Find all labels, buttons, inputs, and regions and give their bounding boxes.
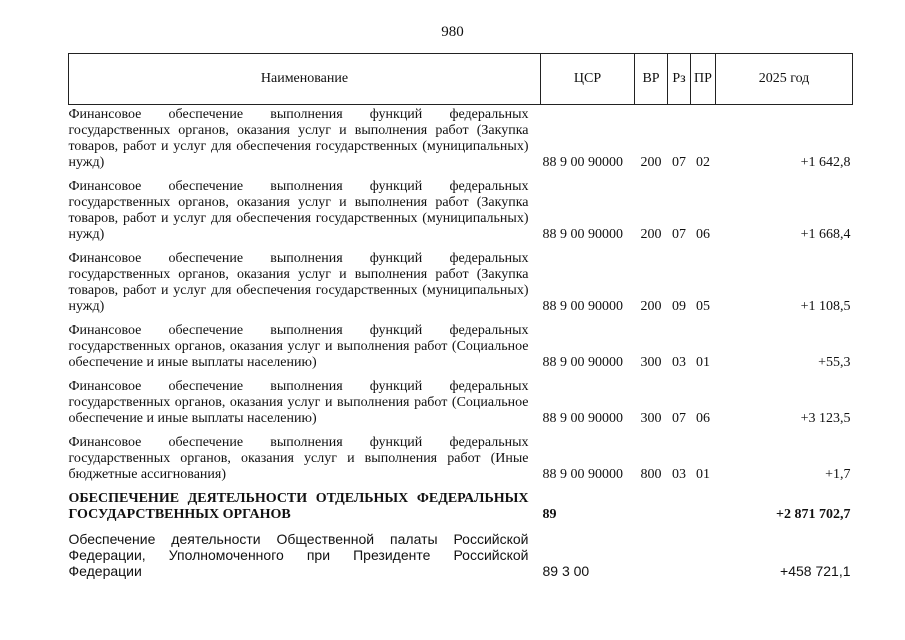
row-pr: 01 xyxy=(696,355,710,370)
row-vr: 200 xyxy=(640,155,662,170)
row-csr: 88 9 00 90000 xyxy=(542,355,623,370)
header-pr: ПР xyxy=(691,54,716,105)
header-rz: Рз xyxy=(668,54,691,105)
row-amount: +1 642,8 xyxy=(800,155,851,170)
row-pr: 06 xyxy=(696,411,710,426)
table-row xyxy=(69,433,853,489)
table-row xyxy=(69,321,853,377)
row-csr: 88 9 00 90000 xyxy=(542,299,623,314)
row-csr: 89 xyxy=(542,507,557,522)
row-amount: +1 668,4 xyxy=(800,227,851,242)
row-vr: 300 xyxy=(640,355,662,370)
row-vr xyxy=(635,529,668,585)
row-csr: 88 9 00 90000 xyxy=(542,227,623,242)
table-row xyxy=(69,529,853,585)
row-name: Финансовое обеспечение выполнения функций федеральных государственных органов, оказания услуг и выполнения работ (Социальное обеспечение и иные выплаты населению) xyxy=(68,323,529,370)
table-row xyxy=(69,377,853,433)
table-row xyxy=(69,249,853,321)
row-name: Финансовое обеспечение выполнения функций федеральных государственных органов, оказания услуг и выполнения работ (Закупка товаров, работ и услуг для обеспечения государственных (муниципальных) нужд) xyxy=(68,107,529,170)
row-name: Финансовое обеспечение выполнения функций федеральных государственных органов, оказания услуг и выполнения работ (Закупка товаров, работ и услуг для обеспечения государственных (муниципальных) нужд) xyxy=(68,179,529,242)
table-row xyxy=(69,177,853,249)
row-pr: 02 xyxy=(696,155,710,170)
row-amount: +55,3 xyxy=(818,355,851,370)
row-amount: +458 721,1 xyxy=(780,563,851,579)
row-rz: 07 xyxy=(672,411,686,426)
row-name: Обеспечение деятельности Общественной палаты Российской Федерации, Уполномоченного при Президенте Российской Федерации xyxy=(68,531,529,579)
row-pr: 06 xyxy=(696,227,710,242)
row-name: ОБЕСПЕЧЕНИЕ ДЕЯТЕЛЬНОСТИ ОТДЕЛЬНЫХ ФЕДЕРАЛЬНЫХ ГОСУДАРСТВЕННЫХ ОРГАНОВ xyxy=(68,491,529,522)
row-csr: 88 9 00 90000 xyxy=(542,467,623,482)
page-number: 980 xyxy=(441,24,464,40)
row-name: Финансовое обеспечение выполнения функций федеральных государственных органов, оказания услуг и выполнения работ (Иные бюджетные ассигнования) xyxy=(68,435,529,482)
row-rz: 07 xyxy=(672,155,686,170)
row-rz xyxy=(668,529,691,585)
row-pr xyxy=(691,529,716,585)
row-rz xyxy=(668,489,691,529)
row-pr: 01 xyxy=(696,467,710,482)
row-rz: 03 xyxy=(672,355,686,370)
table-row xyxy=(69,105,853,178)
header-vr: ВР xyxy=(635,54,668,105)
header-year: 2025 год xyxy=(716,54,853,105)
row-csr: 88 9 00 90000 xyxy=(542,155,623,170)
row-pr xyxy=(691,489,716,529)
row-vr: 300 xyxy=(640,411,662,426)
row-rz: 03 xyxy=(672,467,686,482)
header-csr: ЦСР xyxy=(541,54,635,105)
row-vr: 200 xyxy=(640,299,662,314)
row-vr: 200 xyxy=(640,227,662,242)
row-rz: 09 xyxy=(672,299,686,314)
row-rz: 07 xyxy=(672,227,686,242)
row-pr: 05 xyxy=(696,299,710,314)
row-name: Финансовое обеспечение выполнения функций федеральных государственных органов, оказания услуг и выполнения работ (Социальное обеспечение и иные выплаты населению) xyxy=(68,379,529,426)
row-vr xyxy=(635,489,668,529)
budget-table xyxy=(68,53,853,585)
row-vr: 800 xyxy=(640,467,662,482)
row-csr: 89 3 00 xyxy=(542,563,590,579)
row-amount: +1 108,5 xyxy=(800,299,851,314)
row-csr: 88 9 00 90000 xyxy=(542,411,623,426)
header-name: Наименование xyxy=(69,54,541,105)
table-header-row xyxy=(69,54,853,105)
row-amount: +2 871 702,7 xyxy=(776,507,851,522)
row-amount: +1,7 xyxy=(825,467,851,482)
row-amount: +3 123,5 xyxy=(800,411,851,426)
row-name: Финансовое обеспечение выполнения функций федеральных государственных органов, оказания услуг и выполнения работ (Закупка товаров, работ и услуг для обеспечения государственных (муниципальных) нужд) xyxy=(68,251,529,314)
table-row-section xyxy=(69,489,853,529)
